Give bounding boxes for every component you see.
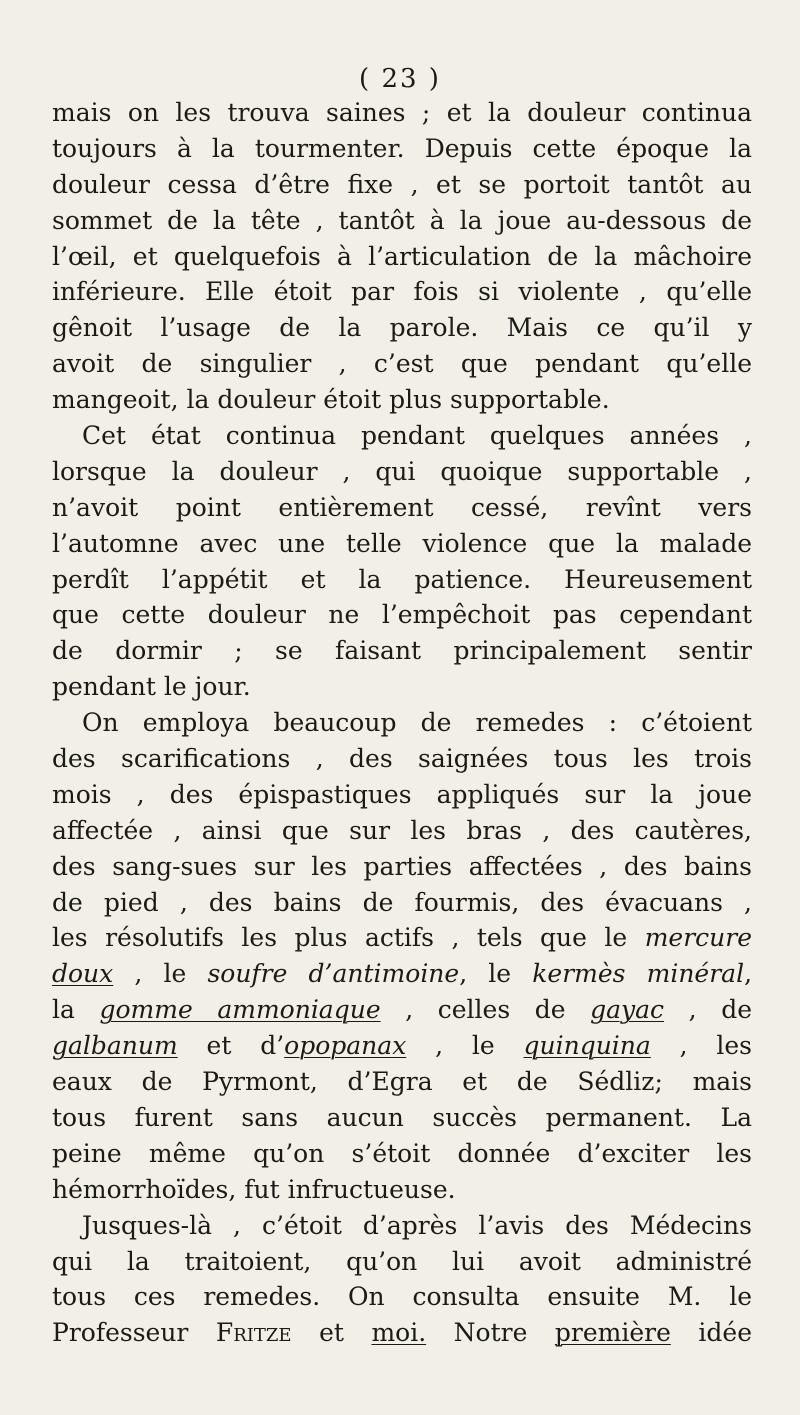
text-segment: eaux de Pyrmont, d’Egra et de Sédliz; mais (52, 1067, 752, 1097)
styled-text-segment: quinquina (523, 1031, 651, 1061)
text-segment: idée (670, 1318, 752, 1348)
text-segment: , les (650, 1031, 753, 1061)
text-segment: l’automne avec une telle violence que la malade (52, 528, 752, 558)
text-segment: la (52, 995, 100, 1025)
styled-text-segment: soufre d’antimoine (207, 959, 460, 989)
text-segment: hémorrhoïdes, fut infructueuse. (52, 1174, 456, 1204)
text-line (52, 490, 752, 526)
text-line (52, 1244, 752, 1280)
text-line (52, 95, 752, 131)
text-line (52, 203, 752, 239)
text-segment: pendant le jour. (52, 672, 251, 702)
text-line (52, 956, 752, 992)
text-line (52, 1136, 752, 1172)
text-line (52, 454, 752, 490)
text-segment: que cette douleur ne l’empêchoit pas cependant (52, 600, 752, 630)
text-line (52, 992, 752, 1028)
text-segment: affectée , ainsi que sur les bras , des cautères, (52, 815, 752, 845)
styled-text-segment: opopanax (284, 1031, 407, 1061)
text-segment: gênoit l’usage de la parole. Mais ce qu’il y (52, 313, 752, 343)
text-segment: toujours à la tourmenter. Depuis cette époque la (52, 133, 752, 163)
text-line (52, 1028, 752, 1064)
text-segment: et d’ (177, 1031, 285, 1061)
text-line (52, 1100, 752, 1136)
styled-text-segment: moi. (371, 1318, 427, 1348)
text-segment: l’œil, et quelquefois à l’articulation de la mâchoire (52, 241, 752, 271)
text-line (52, 274, 752, 310)
text-segment: des scarifications , des saignées tous les trois (52, 744, 752, 774)
text-segment: mois , des épispastiques appliqués sur la joue (52, 779, 752, 809)
text-segment: Notre (426, 1318, 555, 1348)
text-line (52, 131, 752, 167)
text-segment: mais on les trouva saines ; et la douleur continua (52, 98, 752, 127)
text-segment: et (291, 1318, 372, 1348)
text-segment: qui la traitoient, qu’on lui avoit administré (52, 1246, 752, 1276)
page-number: ( 23 ) (359, 64, 441, 94)
text-segment: douleur cessa d’être fixe , et se portoit tantôt au (52, 169, 752, 199)
styled-text-segment: mercure (644, 923, 752, 953)
text-line (52, 669, 752, 705)
styled-text-segment: Fritze (215, 1318, 292, 1348)
styled-text-segment: gayac (590, 995, 665, 1025)
text-segment: Cet état continua pendant quelques années , (82, 421, 752, 451)
text-segment: de pied , des bains de fourmis, des évacuans , (52, 887, 752, 917)
text-segment: peine même qu’on s’étoit donnée d’exciter les (52, 1138, 752, 1168)
text-line (52, 741, 752, 777)
text-segment: avoit de singulier , c’est que pendant qu’elle (52, 349, 752, 379)
text-line (52, 885, 752, 921)
text-line (52, 920, 752, 956)
text-segment: inférieure. Elle étoit par fois si violente , qu’elle (52, 277, 752, 307)
text-line (52, 1315, 752, 1351)
text-line (52, 310, 752, 346)
text-line (52, 849, 752, 885)
text-segment: , celles de (380, 995, 591, 1025)
body-text (52, 95, 752, 1351)
text-line (52, 239, 752, 275)
styled-text-segment: doux (52, 959, 114, 989)
text-segment: Jusques-là , c’étoit d’après l’avis des Médecins (82, 1210, 752, 1240)
text-segment: les résolutifs les plus actifs , tels que le (52, 923, 645, 953)
text-segment: mangeoit, la douleur étoit plus supportable. (52, 385, 610, 415)
styled-text-segment: kermès minéral (532, 959, 745, 989)
text-line (52, 1172, 752, 1208)
text-line (52, 346, 752, 382)
text-line (52, 1208, 752, 1244)
text-segment: perdît l’appétit et la patience. Heureusement (52, 564, 752, 594)
text-segment: On employa beaucoup de remedes : c’étoient (82, 708, 752, 738)
styled-text-segment: gomme ammoniaque (99, 995, 381, 1025)
text-line (52, 597, 752, 633)
text-line (52, 1064, 752, 1100)
text-segment: sommet de la tête , tantôt à la joue au-dessous de (52, 205, 752, 235)
text-line (52, 777, 752, 813)
text-segment: Professeur (52, 1318, 216, 1348)
text-segment: , le (113, 959, 208, 989)
text-line (52, 167, 752, 203)
text-segment: , de (664, 995, 752, 1025)
text-segment: lorsque la douleur , qui quoique supportable , (52, 456, 752, 486)
text-line (52, 526, 752, 562)
text-segment: , le (459, 959, 533, 989)
text-segment: tous ces remedes. On consulta ensuite M. le (52, 1282, 752, 1312)
text-segment: des sang-sues sur les parties affectées , des bains (52, 851, 752, 881)
styled-text-segment: galbanum (52, 1031, 178, 1061)
styled-text-segment: première (554, 1318, 671, 1348)
text-line (52, 418, 752, 454)
text-segment: , le (406, 1031, 524, 1061)
text-line (52, 633, 752, 669)
text-line (52, 813, 752, 849)
text-segment: de dormir ; se faisant principalement sentir (52, 636, 752, 666)
text-line (52, 1279, 752, 1315)
text-segment: , (744, 959, 753, 989)
text-line (52, 562, 752, 598)
text-line (52, 382, 752, 418)
text-line (52, 705, 752, 741)
text-segment: n’avoit point entièrement cessé, revînt vers (52, 492, 752, 522)
text-segment: tous furent sans aucun succès permanent. La (52, 1102, 752, 1132)
